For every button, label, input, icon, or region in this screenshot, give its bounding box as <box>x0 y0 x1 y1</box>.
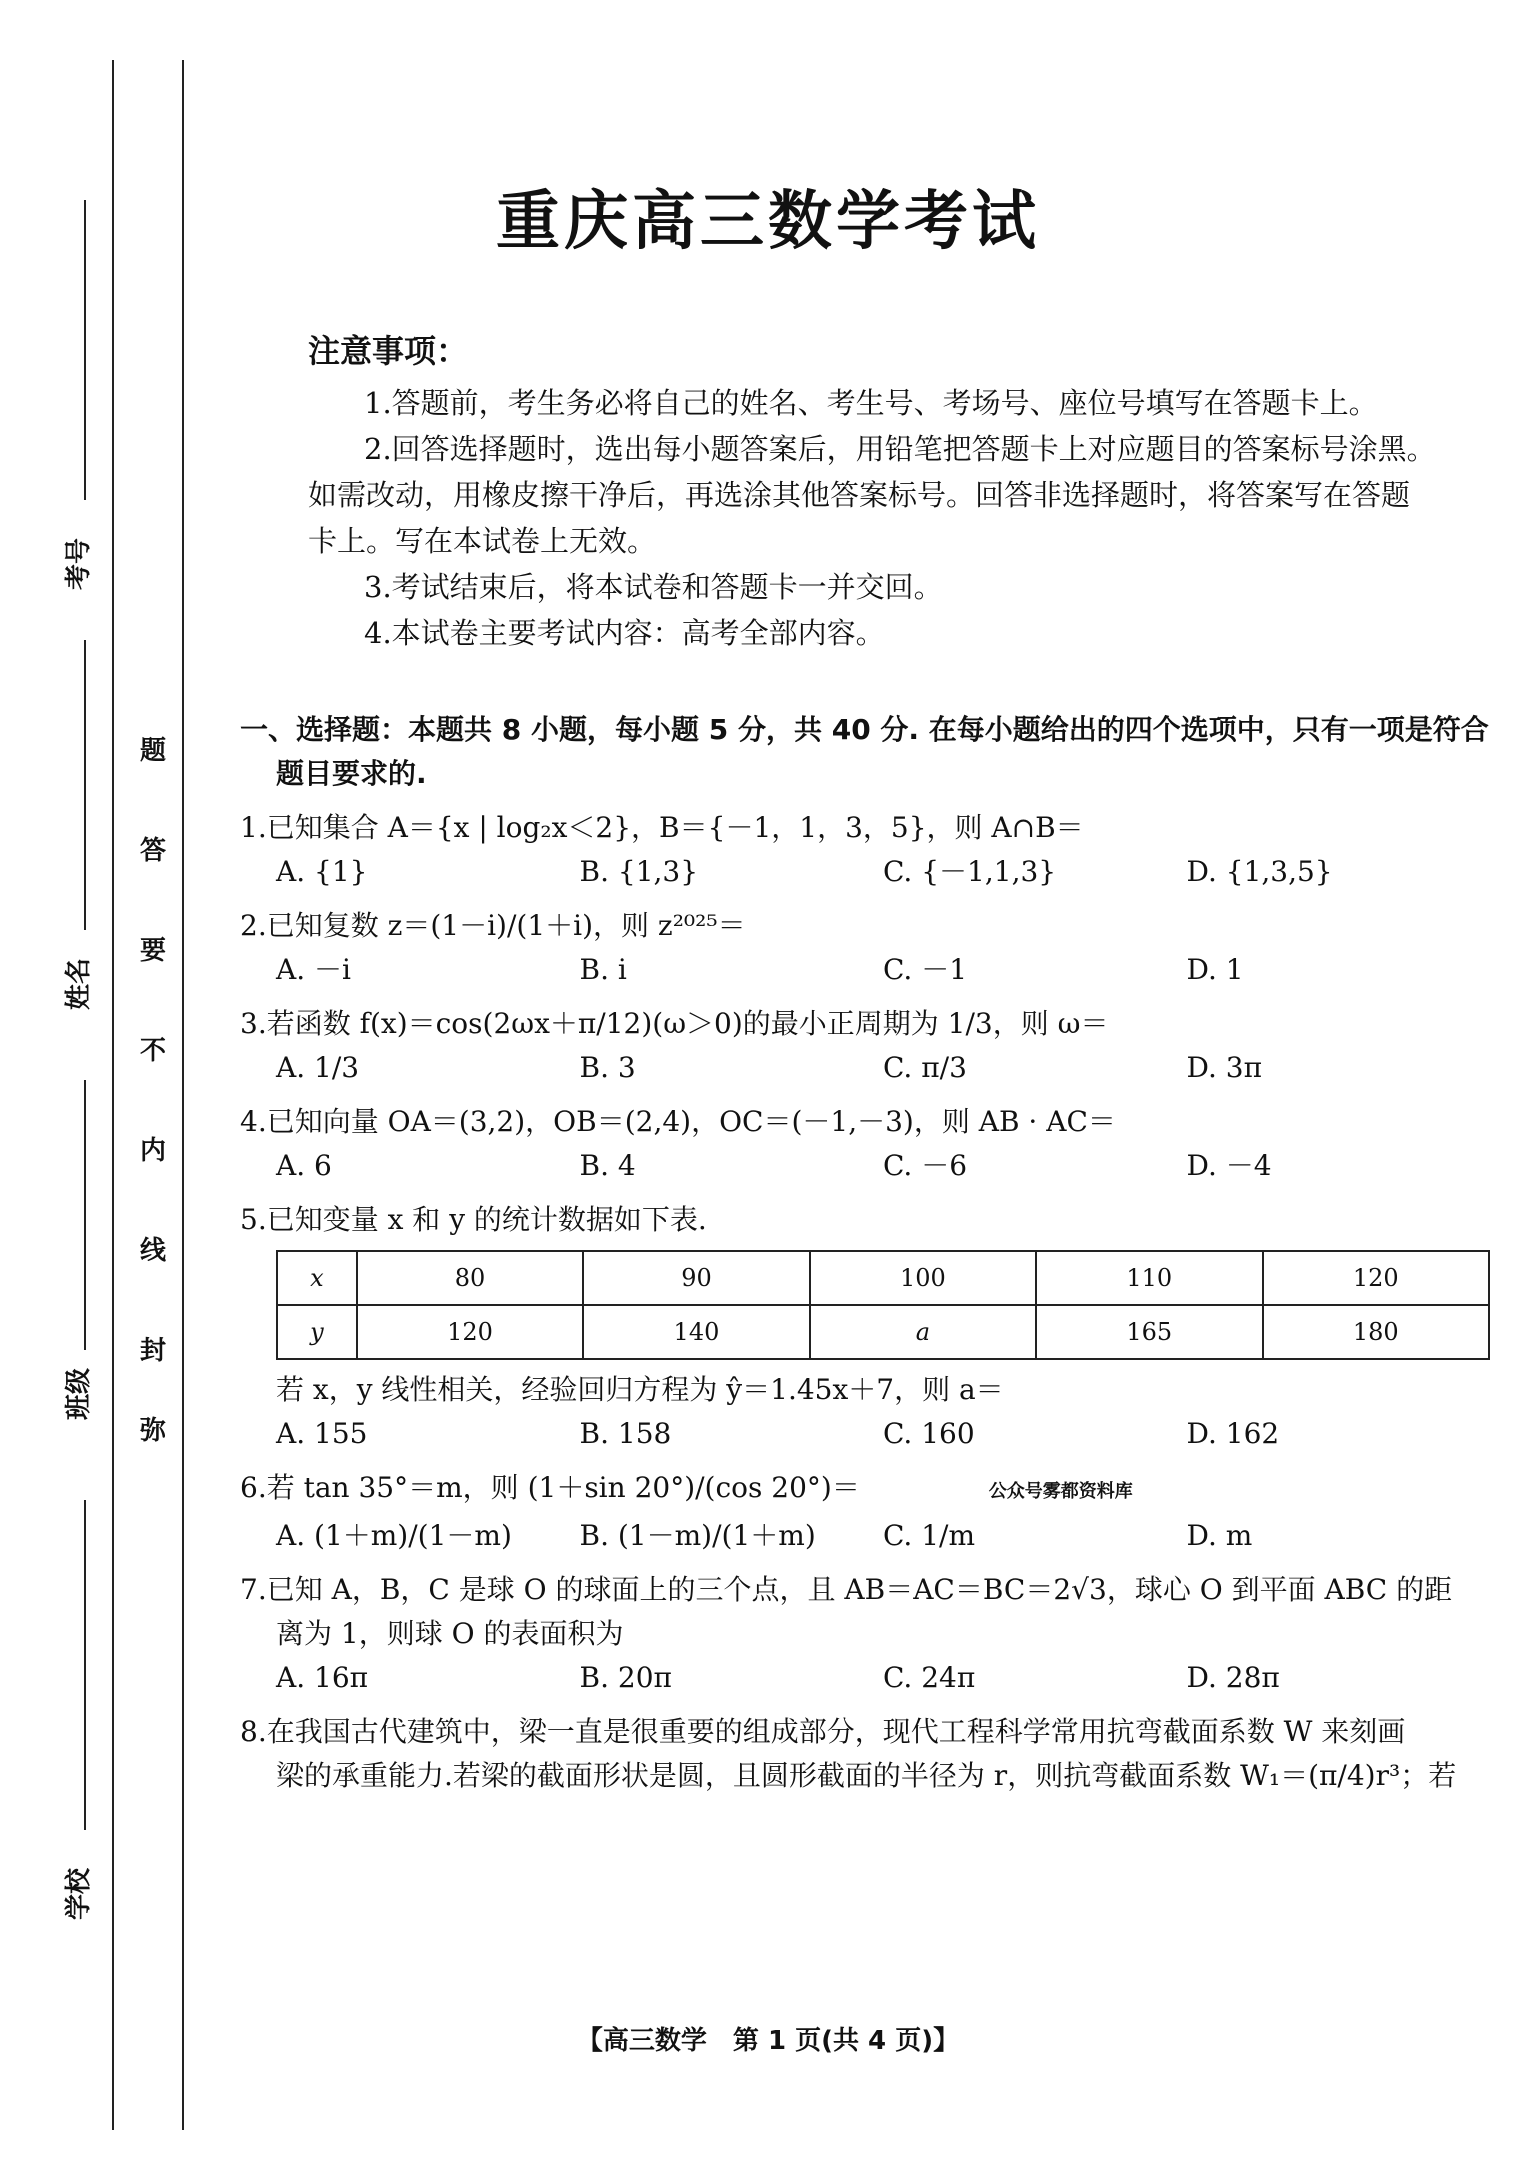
table-cell: a <box>810 1305 1036 1359</box>
question-stem: 3.若函数 f(x)＝cos(2ωx＋π/12)(ω＞0)的最小正周期为 1/3，则 ω＝ <box>240 1007 1109 1040</box>
option-d: D. 162 <box>1186 1417 1280 1450</box>
option-b: B. i <box>579 953 627 986</box>
option-d: D. {1,3,5} <box>1186 855 1333 888</box>
option-c: C. －6 <box>883 1149 968 1182</box>
option-b: B. 3 <box>579 1051 636 1084</box>
seal-char: 弥 <box>140 1416 167 1446</box>
table-cell: 120 <box>1263 1251 1489 1305</box>
watermark-note: 公众号雾都资料库 <box>988 1481 1133 1502</box>
table-cell: 80 <box>357 1251 583 1305</box>
seal-char: 题 <box>140 736 167 766</box>
notice-item: 4.本试卷主要考试内容：高考全部内容。 <box>364 616 885 650</box>
table-cell: 180 <box>1263 1305 1489 1359</box>
question-6 <box>240 1466 1490 1558</box>
option-row <box>240 1412 1490 1456</box>
notice-item: 3.考试结束后，将本试卷和答题卡一并交回。 <box>364 570 943 604</box>
question-5 <box>240 1198 1490 1456</box>
notice-heading: 注意事项： <box>308 332 469 370</box>
option-row <box>240 1514 1490 1558</box>
option-row <box>240 1656 1490 1700</box>
class-line <box>84 1080 86 1350</box>
question-2 <box>240 904 1490 992</box>
option-c: C. 24π <box>883 1661 976 1694</box>
option-b: B. 20π <box>579 1661 672 1694</box>
table-cell: 140 <box>583 1305 809 1359</box>
notice-item: 2.回答选择题时，选出每小题答案后，用铅笔把答题卡上对应题目的答案标号涂黑。如需改动，用橡皮擦干净后，再选涂其他答案标号。回答非选择题时，将答案写在答题卡上。写在本试卷上无效。 <box>308 432 1436 558</box>
question-7 <box>240 1568 1490 1700</box>
section-line1: 一、选择题：本题共 8 小题，每小题 5 分，共 40 分. 在每小题给出的四个选项中，只有一项是符合 <box>240 713 1489 746</box>
option-c: C. {－1,1,3} <box>883 855 1057 888</box>
seal-char: 答 <box>140 836 167 866</box>
question-stem-text: 6.若 tan 35°＝m，则 (1＋sin 20°)/(cos 20°)＝ <box>240 1471 860 1504</box>
option-d: D. 1 <box>1186 953 1244 986</box>
page-title: 重庆高三数学考试 <box>496 185 1040 259</box>
option-d: D. 3π <box>1186 1051 1262 1084</box>
name-label: 姓名 <box>64 957 94 1010</box>
seal-char: 线 <box>140 1236 167 1266</box>
option-c: C. 160 <box>883 1417 975 1450</box>
table-cell: 120 <box>357 1305 583 1359</box>
option-c: C. 1/m <box>883 1519 976 1552</box>
table-cell: y <box>277 1305 357 1359</box>
option-a: A. 6 <box>276 1149 332 1182</box>
question-stem: 4.已知向量 OA＝(3,2)，OB＝(2,4)，OC＝(－1,－3)，则 AB · AC＝ <box>240 1105 1116 1138</box>
option-row <box>240 1144 1490 1188</box>
table-row <box>277 1305 1489 1359</box>
page-footer: 【高三数学 第 1 页(共 4 页)】 <box>576 2026 960 2056</box>
seal-char: 内 <box>140 1136 167 1166</box>
margin-line-outer <box>112 60 114 2130</box>
exam-no-label: 考号 <box>64 537 94 590</box>
option-b: B. 158 <box>579 1417 672 1450</box>
table-cell: 100 <box>810 1251 1036 1305</box>
option-a: A. 155 <box>276 1417 368 1450</box>
option-a: A. (1＋m)/(1－m) <box>276 1519 512 1552</box>
option-a: A. 1/3 <box>276 1051 360 1084</box>
option-a: A. {1} <box>276 855 368 888</box>
option-row <box>240 948 1490 992</box>
option-b: B. {1,3} <box>579 855 699 888</box>
data-table <box>276 1250 1490 1360</box>
table-cell: 90 <box>583 1251 809 1305</box>
class-label: 班级 <box>64 1367 94 1420</box>
question-stem <box>240 1466 1490 1514</box>
question-stem: 1.已知集合 A＝{x | log₂x＜2}，B＝{－1，1，3，5}，则 A∩B＝ <box>240 811 1084 844</box>
question-stem: 2.已知复数 z＝(1－i)/(1＋i)，则 z²⁰²⁵＝ <box>240 909 746 942</box>
option-a: A. －i <box>276 953 351 986</box>
notice-block <box>308 328 1438 656</box>
table-cell: 110 <box>1036 1251 1262 1305</box>
question-3 <box>240 1002 1490 1090</box>
option-d: D. －4 <box>1186 1149 1272 1182</box>
question-stem-line1: 8.在我国古代建筑中，梁一直是很重要的组成部分，现代工程科学常用抗弯截面系数 W 来刻画 <box>240 1715 1406 1748</box>
option-b: B. 4 <box>579 1149 636 1182</box>
question-stem-line2: 梁的承重能力.若梁的截面形状是圆，且圆形截面的半径为 r，则抗弯截面系数 W₁＝(π/4)r³；若 <box>276 1759 1457 1792</box>
section-line2: 题目要求的. <box>276 757 427 790</box>
seal-char: 封 <box>140 1336 167 1366</box>
question-area <box>240 708 1490 1798</box>
table-cell: 165 <box>1036 1305 1262 1359</box>
question-stem: 5.已知变量 x 和 y 的统计数据如下表. <box>240 1203 707 1236</box>
school-label: 学校 <box>64 1867 94 1920</box>
question-condition: 若 x，y 线性相关，经验回归方程为 ŷ＝1.45x＋7，则 a＝ <box>276 1373 1004 1406</box>
seal-char: 不 <box>140 1036 167 1066</box>
notice-item: 1.答题前，考生务必将自己的姓名、考生号、考场号、座位号填写在答题卡上。 <box>364 386 1378 420</box>
option-d: D. 28π <box>1186 1661 1280 1694</box>
question-1 <box>240 806 1490 894</box>
option-row <box>240 850 1490 894</box>
name-line <box>84 640 86 930</box>
option-b: B. (1－m)/(1＋m) <box>579 1519 816 1552</box>
option-a: A. 16π <box>276 1661 369 1694</box>
option-c: C. －1 <box>883 953 968 986</box>
table-row <box>277 1251 1489 1305</box>
question-stem-line2: 离为 1，则球 O 的表面积为 <box>276 1617 624 1650</box>
option-d: D. m <box>1186 1519 1253 1552</box>
section-heading <box>240 708 1490 796</box>
option-c: C. π/3 <box>883 1051 967 1084</box>
seal-char: 要 <box>140 936 167 966</box>
margin-line-inner <box>182 60 184 2130</box>
table-cell: x <box>277 1251 357 1305</box>
question-4 <box>240 1100 1490 1188</box>
question-8 <box>240 1710 1490 1798</box>
question-stem-line1: 7.已知 A，B，C 是球 O 的球面上的三个点，且 AB＝AC＝BC＝2√3，球心 O 到平面 ABC 的距 <box>240 1573 1453 1606</box>
option-row <box>240 1046 1490 1090</box>
school-line <box>84 1500 86 1830</box>
